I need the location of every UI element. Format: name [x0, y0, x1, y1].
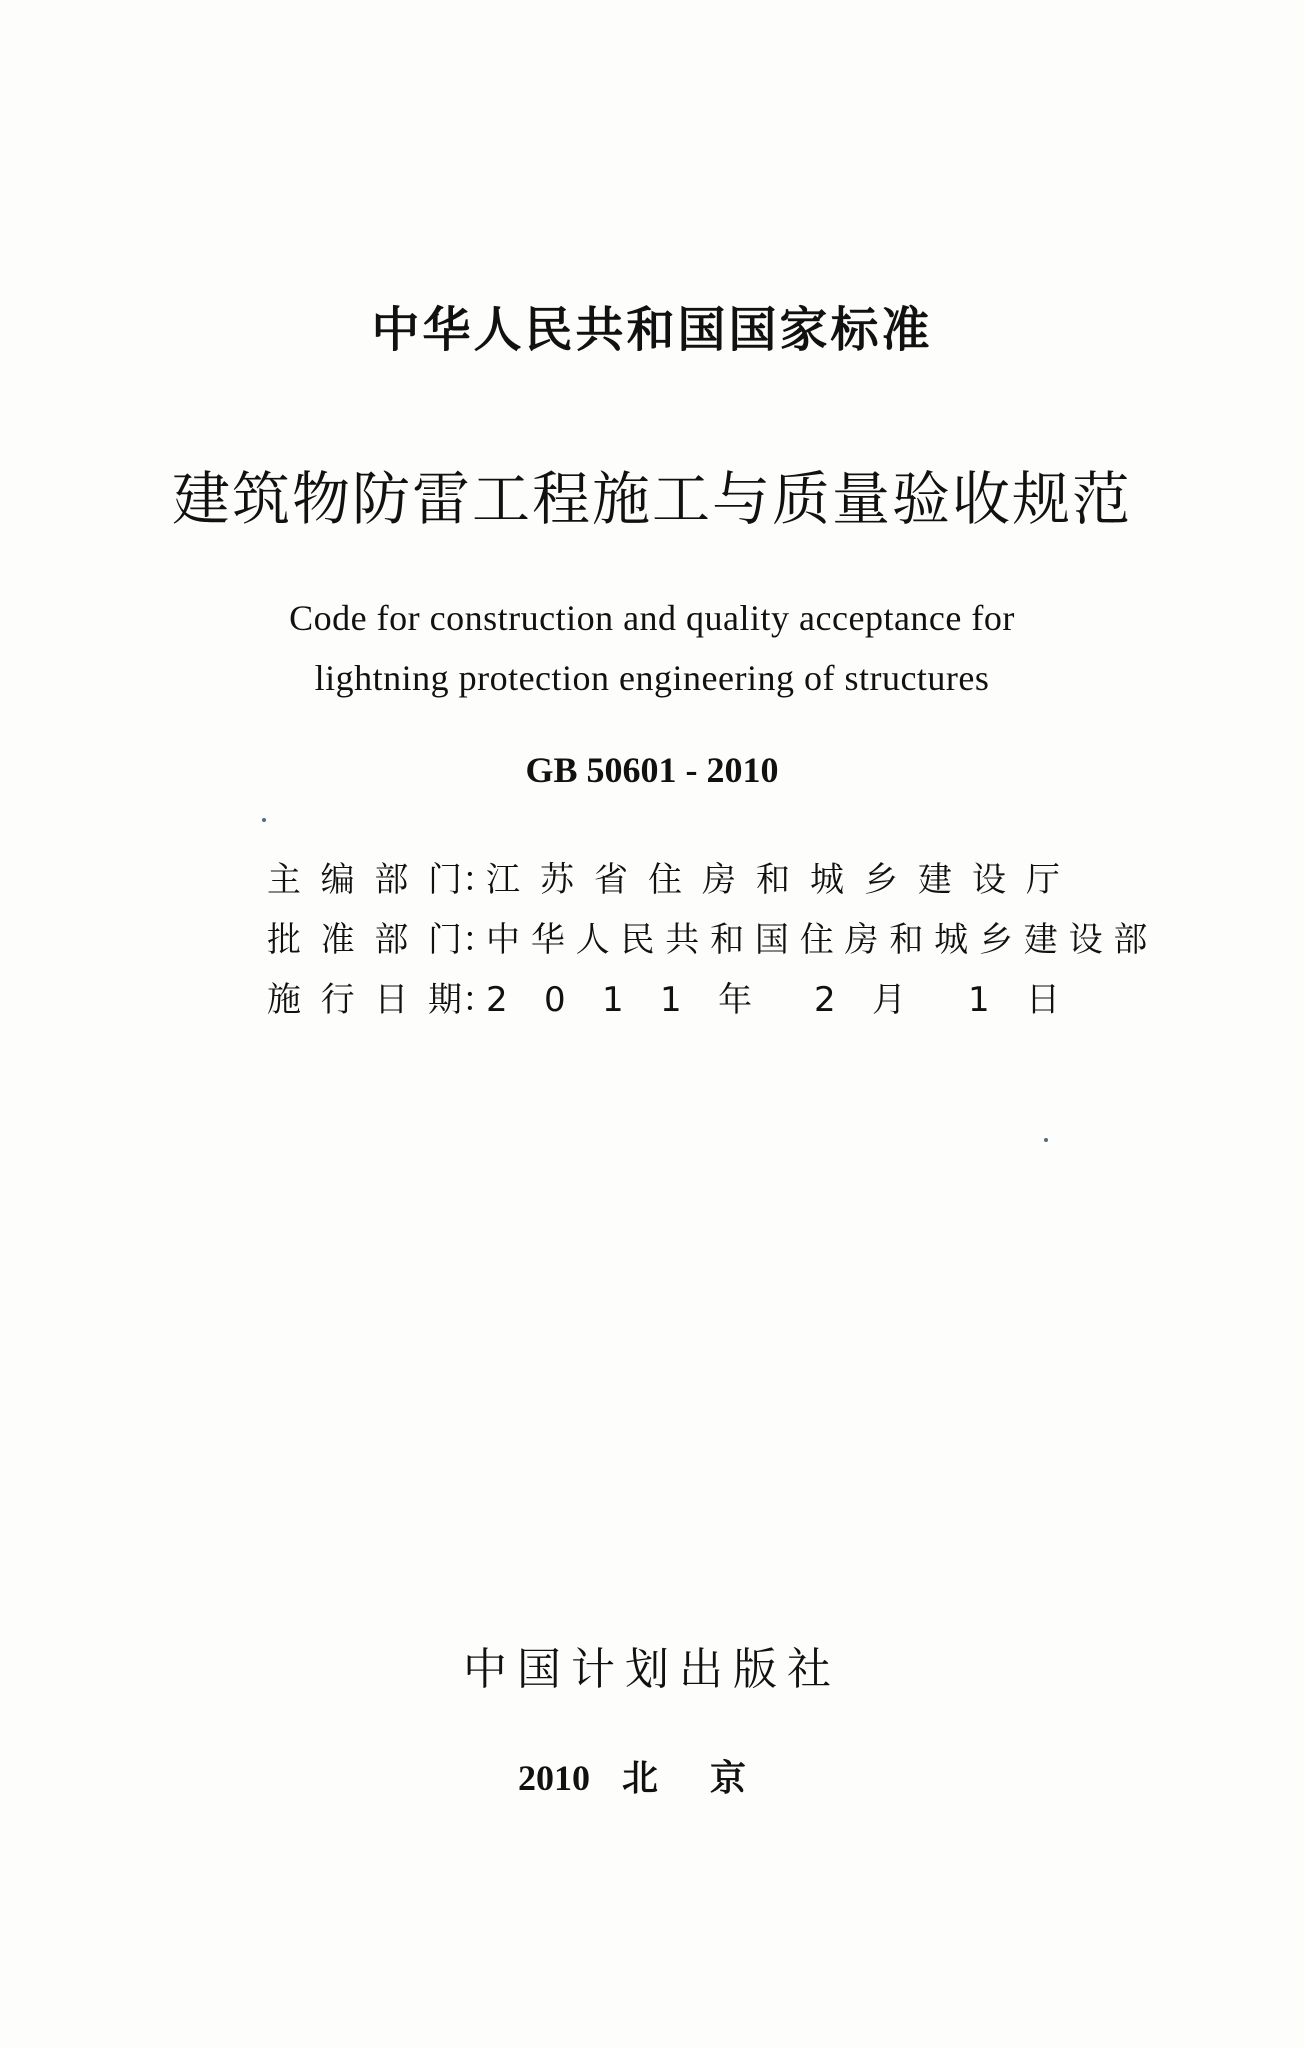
chief-editor-colon: ：: [462, 860, 496, 900]
standard-type-heading: 中华人民共和国国家标准: [371, 302, 933, 358]
approval-row: [267, 910, 1148, 970]
chief-editor-value: 江 苏 省 住 房 和 城 乡 建 设 厅: [486, 860, 1060, 900]
scan-speck: [262, 818, 266, 822]
scan-speck: [1044, 1138, 1048, 1142]
english-title-line-2: lightning protection engineering of structures: [314, 658, 990, 698]
standard-code: GB 50601 - 2010: [525, 750, 779, 790]
chief-editor-row: [267, 850, 1060, 910]
publication-year: 2010: [518, 1758, 590, 1798]
publisher-name: 中国计划出版社: [463, 1644, 841, 1695]
publication-place: [518, 1760, 798, 1797]
effective-date-row: [267, 970, 1060, 1030]
metadata-block: [267, 850, 1148, 1030]
english-title-line-1: Code for construction and quality acceptance for: [289, 598, 1015, 638]
chinese-title: 建筑物防雷工程施工与质量验收规范: [171, 465, 1132, 533]
approval-colon: ：: [462, 920, 496, 960]
effective-date-colon: ：: [462, 980, 496, 1020]
chief-editor-label: 主 编 部 门: [267, 860, 463, 900]
effective-date-value: 2 0 1 1 年 2 月 1 日: [486, 980, 1060, 1020]
approval-value: 中 华 人 民 共 和 国 住 房 和 城 乡 建 设 部: [486, 920, 1148, 960]
english-title: [0, 588, 1304, 708]
approval-label: 批 准 部 门: [267, 920, 463, 960]
effective-date-label: 施 行 日 期: [267, 980, 463, 1020]
publication-city: 北京: [622, 1758, 799, 1799]
